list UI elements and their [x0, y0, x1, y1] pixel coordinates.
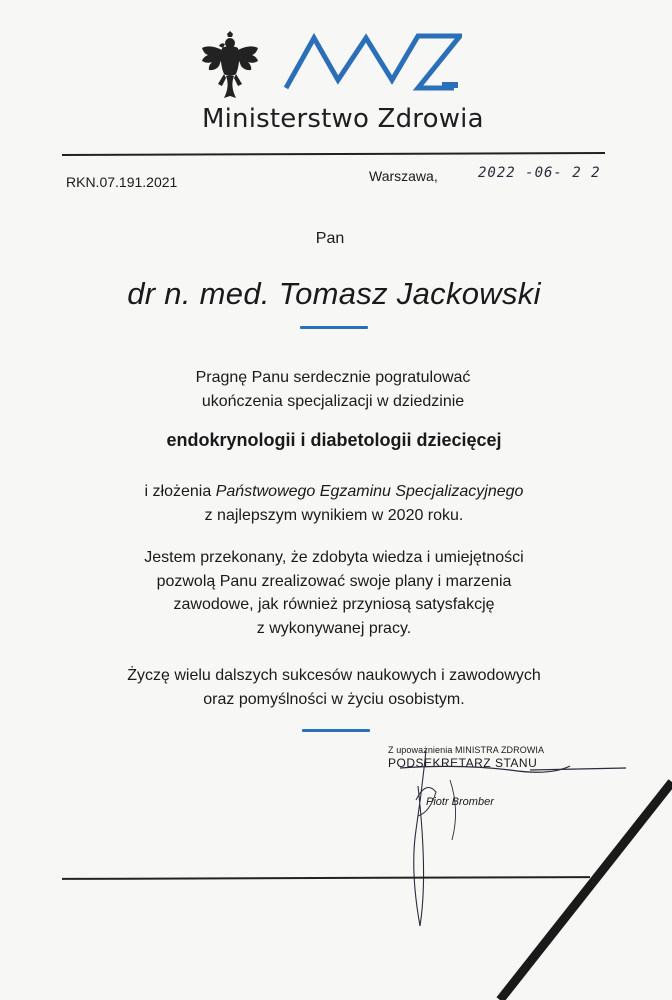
paragraph-line: Pragnę Panu serdecznie pogratulować [195, 369, 471, 386]
signer-name: Piotr Bromber [426, 796, 494, 808]
accent-divider [300, 326, 368, 329]
paragraph-line: ukończenia specjalizacji w dziedzinie [201, 392, 465, 410]
congratulation-paragraph [0, 366, 666, 413]
mz-logo-icon [282, 28, 462, 98]
wishes-paragraph [0, 546, 668, 640]
recipient-name: dr n. med. Tomasz Jackowski [127, 276, 541, 311]
paragraph-line: z najlepszym wynikiem w 2020 roku. [204, 506, 464, 524]
paragraph-line: Jestem przekonany, że zdobyta wiedza i umiejętności [144, 549, 524, 566]
paragraph-line [0, 480, 668, 504]
exam-name: Państwowego Egzaminu Specjalizacyjnego [215, 483, 524, 500]
reference-number: RKN.07.191.2021 [66, 174, 178, 190]
mourning-band [480, 760, 672, 1000]
date-stamp: 2022 -06- 2 2 [478, 165, 601, 181]
paragraph-line: Życzę wielu dalszych sukcesów naukowych i zawodowych [127, 667, 541, 684]
authority-line: Z upoważnienia MINISTRA ZDROWIA [388, 745, 545, 755]
paragraph-text: i złożenia [144, 483, 216, 500]
paragraph-line: zawodowe, jak również przyniosą satysfakcję [173, 596, 495, 613]
header-divider [62, 152, 605, 155]
city: Warszawa, [369, 168, 438, 184]
specialty-name: endokrynologii i diabetologii dziecięcej [166, 430, 502, 450]
paragraph-line: pozwolą Panu zrealizować swoje plany i marzenia [156, 572, 512, 590]
paragraph-line: z wykonywanej pracy. [256, 619, 412, 637]
accent-divider [302, 729, 370, 732]
signer-position: PODSEKRETARZ STANU [388, 756, 538, 770]
salutation: Pan [315, 230, 345, 247]
polish-eagle-emblem-icon [200, 30, 260, 102]
exam-paragraph [0, 480, 668, 527]
ministry-name: Ministerstwo Zdrowia [202, 104, 484, 134]
paragraph-line: oraz pomyślności w życiu osobistym. [203, 690, 465, 708]
closing-paragraph [0, 664, 668, 711]
